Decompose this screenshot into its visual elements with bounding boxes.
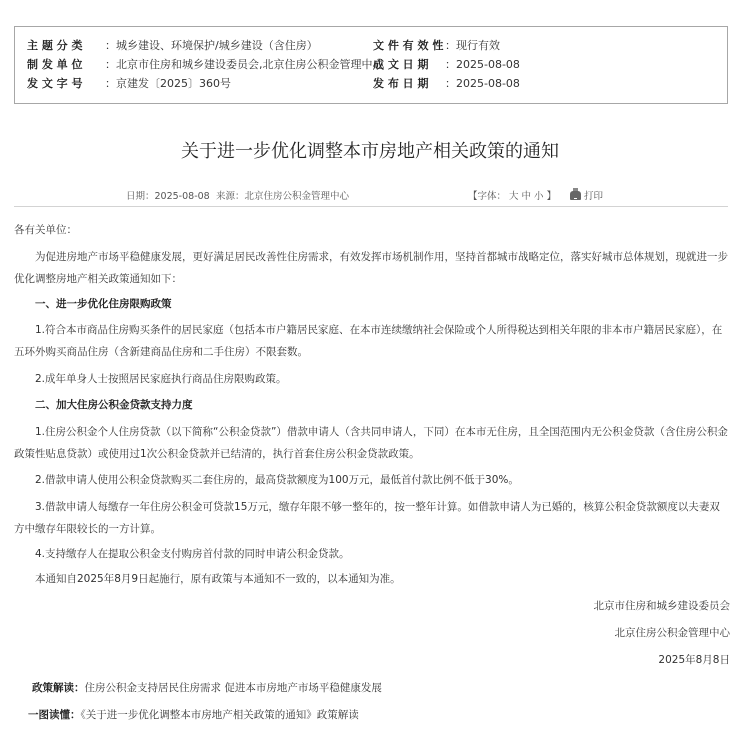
meta-issuer-value: 北京市住房和城乡建设委员会,北京住房公积金管理中心: [116, 58, 384, 71]
meta-validity: [373, 37, 500, 55]
meta-issuer-label: 制 发 单 位: [27, 58, 83, 71]
meta-subject: [27, 37, 318, 55]
page-title: 关于进一步优化调整本市房地产相关政策的通知: [181, 141, 559, 162]
meta-publish-label: 发 布 日 期: [373, 77, 429, 90]
printer-icon: [570, 191, 581, 200]
meta-subject-label: 主 题 分 类: [27, 39, 83, 52]
meta-written-date: [373, 56, 520, 74]
salutation: 各有关单位：: [14, 224, 77, 236]
section-heading-2: 二、加大住房公积金贷款支持力度: [35, 399, 193, 411]
signature-fund-center: 北京住房公积金管理中心: [614, 627, 730, 639]
meta-colon: ：: [445, 77, 456, 90]
clause-1-2: 2.成年单身人士按照居民家庭执行商品住房限购政策。: [35, 373, 287, 385]
meta-validity-value: 现行有效: [456, 39, 500, 52]
graphic-interpretation-link[interactable]: 《关于进一步优化调整本市房地产相关政策的通知》政策解读: [80, 709, 359, 721]
article-info-bar: [14, 180, 728, 207]
signature-commission: 北京市住房和城乡建设委员会: [593, 600, 730, 612]
print-label: 打印: [584, 191, 604, 202]
clause-2-1: 1.住房公积金个人住房贷款（以下简称“公积金贷款”）借款申请人（含共同申请人，下同）在本市无住房，且全国范围内无公积金贷款（含住房公积金政策性贴息贷款）或使用过1次公积金贷款并已结清的，执行首套住房公积金贷款政策。: [14, 426, 728, 460]
meta-colon: ：: [445, 39, 456, 52]
intro-paragraph: 为促进房地产市场平稳健康发展，更好满足居民改善性住房需求，有效发挥市场机制作用，坚持首都城市战略定位，落实好城市总体规划，现就进一步优化调整房地产相关政策通知如下：: [14, 251, 728, 285]
meta-colon: ：: [105, 77, 116, 90]
policy-interpretation-link[interactable]: 住房公积金支持居民住房需求 促进本市房地产市场平稳健康发展: [84, 682, 382, 694]
clause-2-3: 3.借款申请人每缴存一年住房公积金可贷款15万元，缴存年限不够一整年的，按一整年计算。如借款申请人为已婚的，核算公积金贷款额度以夫妻双方中缴存年限较长的一方计算。: [14, 501, 720, 535]
clause-1-1: 1.符合本市商品住房购买条件的居民家庭（包括本市户籍居民家庭、在本市连续缴纳社会保险或个人所得税达到相关年限的非本市户籍居民家庭），在五环外购买商品住房（含新建商品住房和二手住房）不限套数。: [14, 324, 723, 358]
clause-2-4: 4.支持缴存人在提取公积金支付购房首付款的同时申请公积金贷款。: [35, 548, 350, 560]
print-button[interactable]: [570, 188, 603, 202]
meta-publish-date: [373, 75, 520, 93]
font-size-switcher[interactable]: 【字体： 大 中 小 】: [468, 191, 557, 202]
meta-colon: ：: [445, 58, 456, 71]
graphic-interpretation-label: 一图读懂：: [28, 709, 81, 721]
document-metadata-box: [14, 26, 728, 104]
policy-interpretation-row: [14, 677, 730, 699]
policy-interpretation-label: 政策解读：: [32, 682, 85, 694]
meta-colon: ：: [105, 58, 116, 71]
meta-issuer: [27, 56, 384, 74]
signature-date: 2025年8月8日: [658, 654, 730, 666]
publish-date-text: 日期：2025-08-08: [126, 191, 210, 202]
source-text: 来源：北京住房公积金管理中心: [216, 191, 350, 202]
clause-2-2: 2.借款申请人使用公积金贷款购买二套住房的，最高贷款额度为100万元，最低首付款比例不低于30%。: [35, 474, 519, 486]
meta-colon: ：: [105, 39, 116, 52]
meta-docno-value: 京建发〔2025〕360号: [116, 77, 231, 90]
graphic-interpretation-row: [14, 704, 730, 726]
meta-docno: [27, 75, 231, 93]
meta-subject-value: 城乡建设、环境保护/城乡建设（含住房）: [116, 39, 318, 52]
meta-publish-value: 2025-08-08: [456, 77, 520, 90]
effective-clause: 本通知自2025年8月9日起施行，原有政策与本通知不一致的，以本通知为准。: [35, 573, 401, 585]
meta-docno-label: 发 文 字 号: [27, 77, 83, 90]
section-heading-1: 一、进一步优化住房限购政策: [35, 298, 172, 310]
meta-written-value: 2025-08-08: [456, 58, 520, 71]
meta-validity-label: 文 件 有 效 性: [373, 39, 444, 52]
meta-written-label: 成 文 日 期: [373, 58, 429, 71]
